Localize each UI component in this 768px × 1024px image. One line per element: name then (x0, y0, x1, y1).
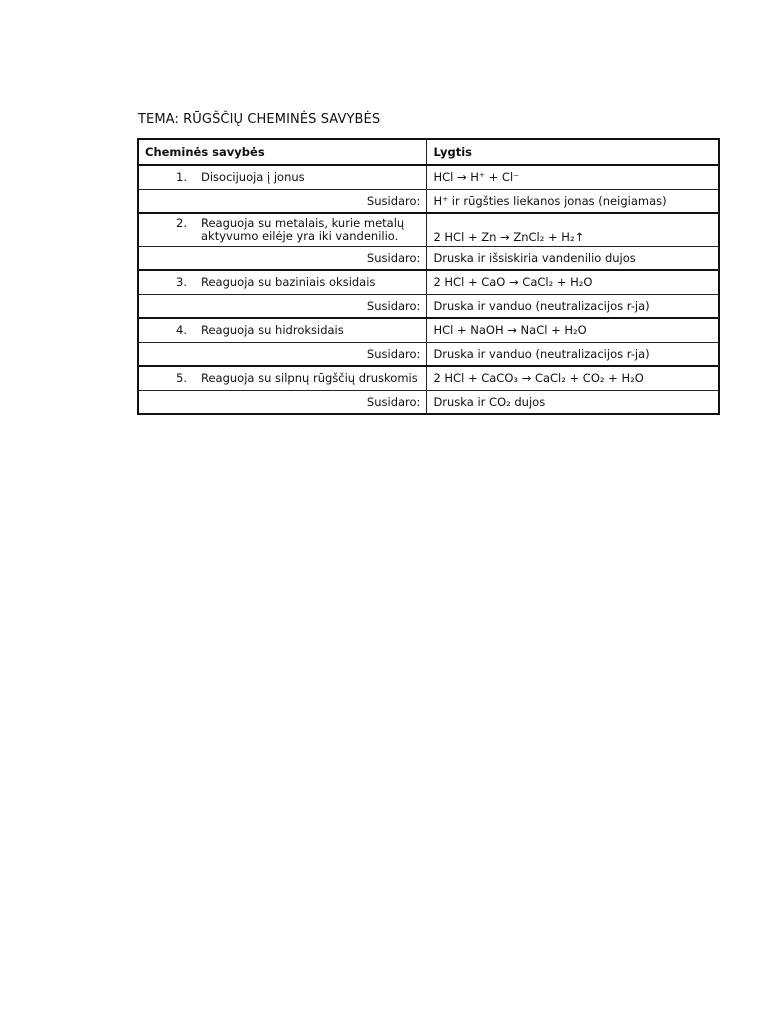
table-row (138, 165, 719, 190)
property-text: Reaguoja su metalais, kurie metalų aktyvumo eilėje yra iki vandenilio. (201, 216, 405, 243)
result-cell: Druska ir vanduo (neutralizacijos r-ja) (427, 343, 719, 367)
equation-cell: 2 HCl + CaO → CaCl₂ + H₂O (427, 270, 719, 295)
result-label: Susidaro: (138, 391, 427, 415)
result-cell: Druska ir CO₂ dujos (427, 391, 719, 415)
table-row (138, 318, 719, 343)
property-text: Disocijuoja į jonus (201, 170, 305, 184)
property-cell (138, 165, 427, 190)
result-cell: H⁺ ir rūgšties liekanos jonas (neigiamas) (427, 190, 719, 214)
row-number: 3. (176, 275, 187, 289)
table-row-result (138, 190, 719, 214)
property-text: Reaguoja su hidroksidais (201, 323, 344, 337)
table-row-result (138, 391, 719, 415)
table-row (138, 213, 719, 247)
result-label: Susidaro: (138, 190, 427, 214)
property-cell (138, 270, 427, 295)
table-row-result (138, 295, 719, 319)
header-equation: Lygtis (427, 139, 719, 165)
equation-cell: HCl + NaOH → NaCl + H₂O (427, 318, 719, 343)
property-cell (138, 366, 427, 391)
page-title: TEMA: RŪGŠČIŲ CHEMINĖS SAVYBĖS (138, 112, 381, 127)
table-header-row (138, 139, 719, 165)
property-text: Reaguoja su baziniais oksidais (201, 275, 376, 289)
equation-cell: 2 HCl + CaCO₃ → CaCl₂ + CO₂ + H₂O (427, 366, 719, 391)
table-row (138, 366, 719, 391)
table-row-result (138, 247, 719, 271)
row-number: 5. (176, 371, 187, 385)
result-cell: Druska ir išsiskiria vandenilio dujos (427, 247, 719, 271)
row-number: 2. (176, 216, 187, 230)
result-label: Susidaro: (138, 247, 427, 271)
chemical-properties-table (137, 138, 720, 415)
result-label: Susidaro: (138, 343, 427, 367)
property-cell (138, 213, 427, 247)
header-properties: Cheminės savybės (138, 139, 427, 165)
equation-cell: 2 HCl + Zn → ZnCl₂ + H₂↑ (427, 213, 719, 247)
row-number: 4. (176, 323, 187, 337)
property-cell (138, 318, 427, 343)
property-text: Reaguoja su silpnų rūgščių druskomis (201, 371, 418, 385)
table-row-result (138, 343, 719, 367)
row-number: 1. (176, 170, 187, 184)
result-cell: Druska ir vanduo (neutralizacijos r-ja) (427, 295, 719, 319)
equation-cell: HCl → H⁺ + Cl⁻ (427, 165, 719, 190)
result-label: Susidaro: (138, 295, 427, 319)
table-row (138, 270, 719, 295)
